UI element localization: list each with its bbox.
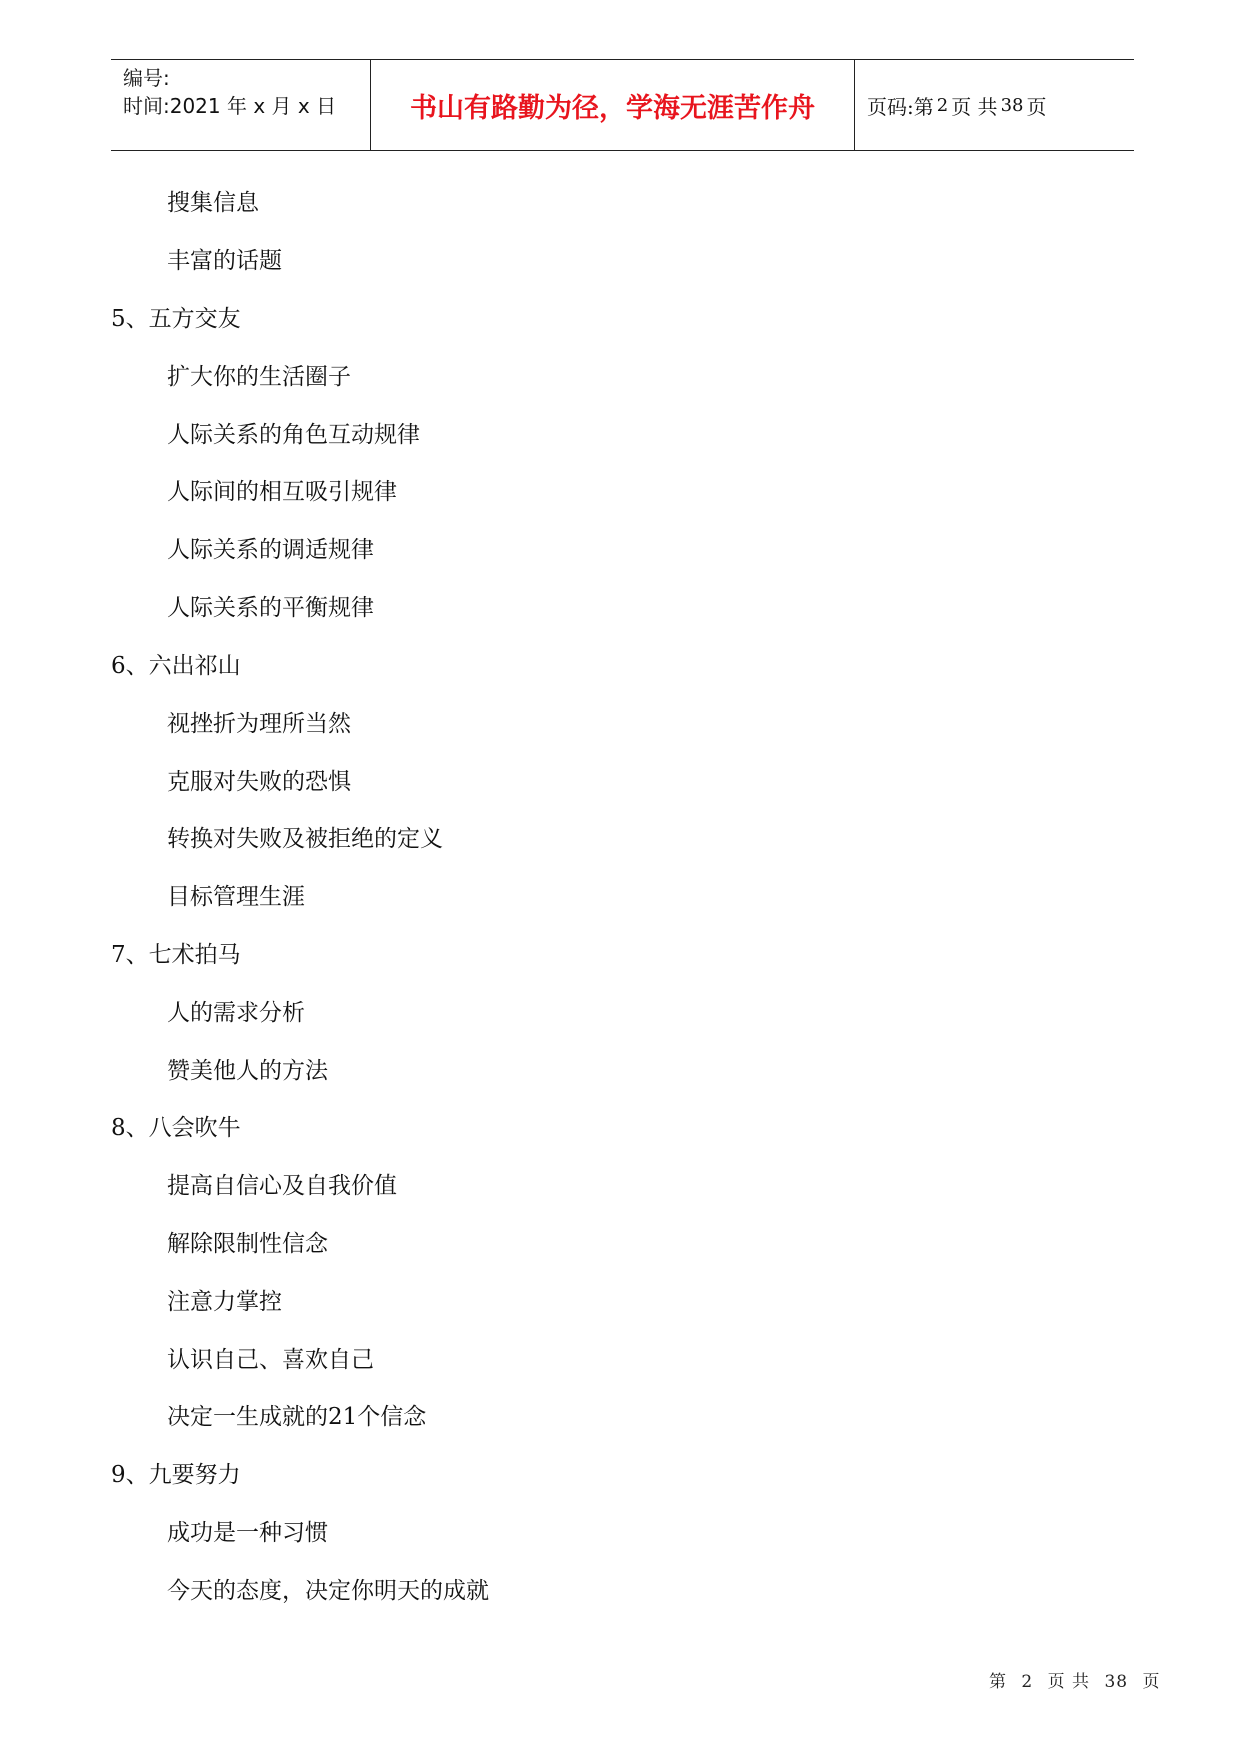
header-motto: 书山有路勤为径，学海无涯苦作舟 xyxy=(371,60,855,150)
list-item: 扩大你的生活圈子 xyxy=(167,364,351,390)
list-item: 解除限制性信念 xyxy=(167,1231,328,1257)
section-heading: 8、八会吹牛 xyxy=(111,1115,241,1141)
list-item: 目标管理生涯 xyxy=(167,884,305,910)
header-page-suffix: 页 xyxy=(1026,94,1047,119)
list-item: 今天的态度，决定你明天的成就 xyxy=(167,1578,489,1604)
footer-page-total: 38 xyxy=(1104,1672,1129,1692)
list-item: 提高自信心及自我价值 xyxy=(167,1173,397,1199)
footer-suffix: 页 xyxy=(1142,1672,1161,1692)
list-item: 搜集信息 xyxy=(167,190,259,216)
list-item: 决定一生成就的21个信念 xyxy=(167,1404,427,1430)
section-heading: 5、五方交友 xyxy=(111,306,241,332)
page-header xyxy=(111,59,1134,151)
header-page-total: 38 xyxy=(1000,94,1024,116)
list-item: 人际间的相互吸引规律 xyxy=(167,479,397,505)
list-item: 成功是一种习惯 xyxy=(167,1520,328,1546)
footer-page-current: 2 xyxy=(1021,1672,1034,1692)
document-code-label: 编号: xyxy=(123,66,170,90)
list-item: 丰富的话题 xyxy=(167,248,282,274)
list-item: 转换对失败及被拒绝的定义 xyxy=(167,826,443,852)
section-heading: 6、六出祁山 xyxy=(111,653,241,679)
list-item: 注意力掌控 xyxy=(167,1289,282,1315)
list-item: 人际关系的调适规律 xyxy=(167,537,374,563)
list-item: 视挫折为理所当然 xyxy=(167,711,351,737)
list-item: 认识自己、喜欢自己 xyxy=(167,1347,374,1373)
header-page-current: 2 xyxy=(936,94,949,116)
section-heading: 7、七术拍马 xyxy=(111,942,241,968)
list-item: 人际关系的平衡规律 xyxy=(167,595,374,621)
list-item: 克服对失败的恐惧 xyxy=(167,769,351,795)
section-heading: 9、九要努力 xyxy=(111,1462,241,1488)
header-page-prefix: 页码:第 xyxy=(867,94,934,119)
list-item: 人际关系的角色互动规律 xyxy=(167,422,420,448)
list-item: 人的需求分析 xyxy=(167,1000,305,1026)
document-time-label: 时间:2021 年 x 月 x 日 xyxy=(123,94,337,118)
header-page-mid: 页 共 xyxy=(951,94,998,119)
page-footer xyxy=(985,1667,1165,1692)
header-page-indicator xyxy=(855,60,1134,150)
list-item: 赞美他人的方法 xyxy=(167,1058,328,1084)
footer-prefix: 第 xyxy=(989,1672,1007,1692)
footer-mid: 页 共 xyxy=(1047,1672,1091,1692)
header-meta-cell xyxy=(111,60,371,150)
